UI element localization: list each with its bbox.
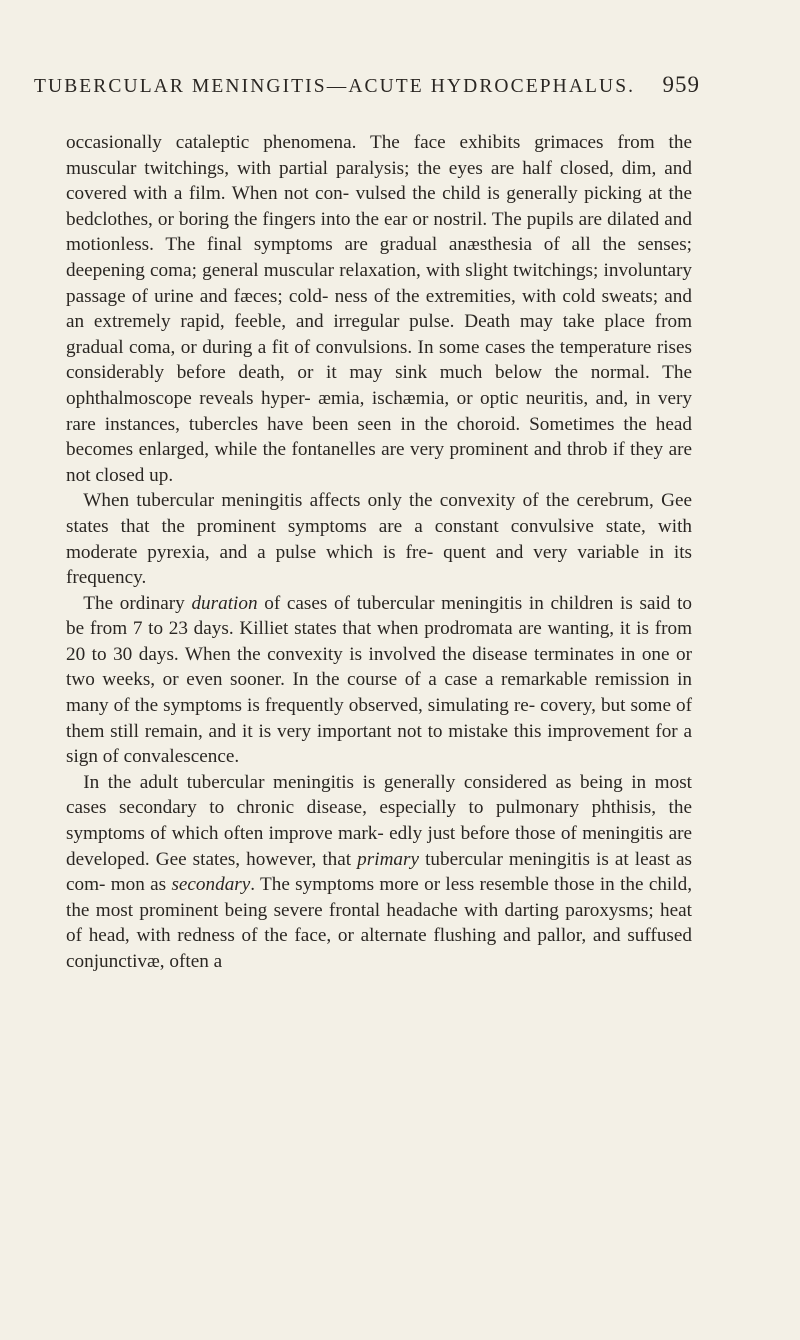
secondary-emphasis: secondary — [171, 874, 251, 896]
running-title: TUBERCULAR MENINGITIS—ACUTE HYDROCEPHALUS. — [34, 76, 636, 97]
paragraph-1 — [66, 130, 692, 488]
paragraph-4 — [66, 770, 692, 975]
page-number: 959 — [662, 72, 700, 97]
paragraph-4-text-b: tubercular meningitis is at least as com- mon as — [66, 848, 692, 896]
paragraph-3-text-b: of cases of tubercular meningitis in children is said to be from 7 to 23 days. Killiet states that when prodromata are wanting, it is from 20 to 30 days. When the convexity is involved the disease terminates in one or two weeks, or even sooner. In the course of a case a remarkable remission in many of the symptoms is frequently observed, simulating re- covery, but some of them still remain, and it is very important not to mistake this improvement for a sign of convalescence. — [66, 592, 692, 768]
paragraph-4-text-a: In the adult tubercular meningitis is generally considered as being in most cases secondary to chronic disease, especially to pulmonary phthisis, the symptoms of which often improve mark- edly just before those of meningitis are developed. Gee states, however, that — [66, 771, 692, 870]
paragraph-3 — [66, 591, 692, 770]
paragraph-2 — [66, 488, 692, 590]
running-head — [34, 72, 700, 98]
paragraph-2-text: When tubercular meningitis affects only the convexity of the cerebrum, Gee states that the prominent symptoms are a constant convulsive state, with moderate pyrexia, and a pulse which is fre- quent and very variable in its frequency. — [66, 490, 692, 589]
paragraph-4-text-c: . The symptoms more or less resemble those in the child, the most prominent being severe frontal headache with darting paroxysms; heat of head, with redness of the face, or alternate flushing and pallor, and suffused conjunctivæ, often a — [66, 874, 692, 972]
paragraph-3-text-a: The ordinary — [83, 592, 192, 614]
body-text — [66, 130, 692, 975]
primary-emphasis: primary — [357, 848, 419, 870]
duration-emphasis: duration — [191, 592, 258, 614]
paragraph-1-text: occasionally cataleptic phenomena. The face exhibits grimaces from the muscular twitchings, with partial paralysis; the eyes are half closed, dim, and covered with a film. When not con- vulsed the child is generally picking at the bedclothes, or boring the fingers into the ear or nostril. The pupils are dilated and motionless. The final symptoms are gradual anæsthesia of all the senses; deepening coma; general muscular relaxation, with slight twitchings; involuntary passage of urine and fæces; cold- ness of the extremities, with cold sweats; and an extremely rapid, feeble, and irregular pulse. Death may take place from gradual coma, or during a fit of convulsions. In some cases the temperature rises considerably before death, or it may sink much below the normal. The ophthalmoscope reveals hyper- æmia, ischæmia, or optic neuritis, and, in very rare instances, tubercles have been seen in the choroid. Sometimes the head becomes enlarged, while the fontanelles are very prominent and throb if they are not closed up. — [66, 132, 692, 486]
